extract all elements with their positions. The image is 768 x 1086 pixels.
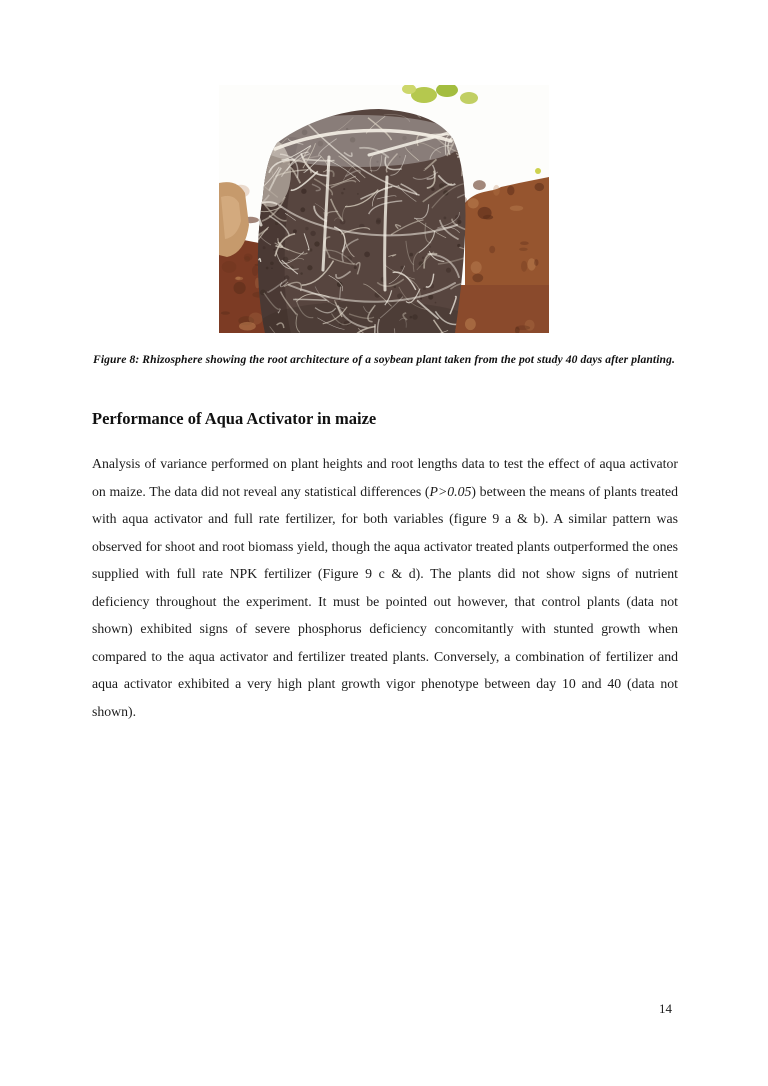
figure-caption: Figure 8: Rhizosphere showing the root architecture of a soybean plant taken from the pot study 40 days after planting. [93, 353, 675, 366]
section-heading: Performance of Aqua Activator in maize [92, 409, 377, 428]
page-number: 14 [659, 1001, 672, 1016]
body-paragraph [92, 450, 678, 725]
paragraph-text-part1: Analysis of variance performed on plant heights and root lengths data to test the effect of aqua activator on maize. The data did not reveal any statistical differences ( [92, 456, 678, 499]
paragraph-text-part2: ) between the means of plants treated with aqua activator and full rate fertilizer, for both variables (figure 9 a & b). A similar pattern was observed for shoot and root biomass yield, though the aqua activator treated plants outperformed the ones supplied with full rate NPK fertilizer (Figure 9 c & d). The plants did not show signs of nutrient deficiency throughout the experiment. It must be pointed out however, that control plants (data not shown) exhibited signs of severe phosphorus deficiency concomitantly with stunted growth when compared to the aqua activator and fertilizer treated plants. Conversely, a combination of fertilizer and aqua activator exhibited a very high plant growth vigor phenotype between day 10 and 40 (data not shown). [92, 483, 678, 719]
rhizosphere-photo-graphic [219, 85, 549, 333]
stat-pvalue-italic: P>0.05 [429, 483, 472, 499]
rhizosphere-photo [219, 85, 549, 333]
